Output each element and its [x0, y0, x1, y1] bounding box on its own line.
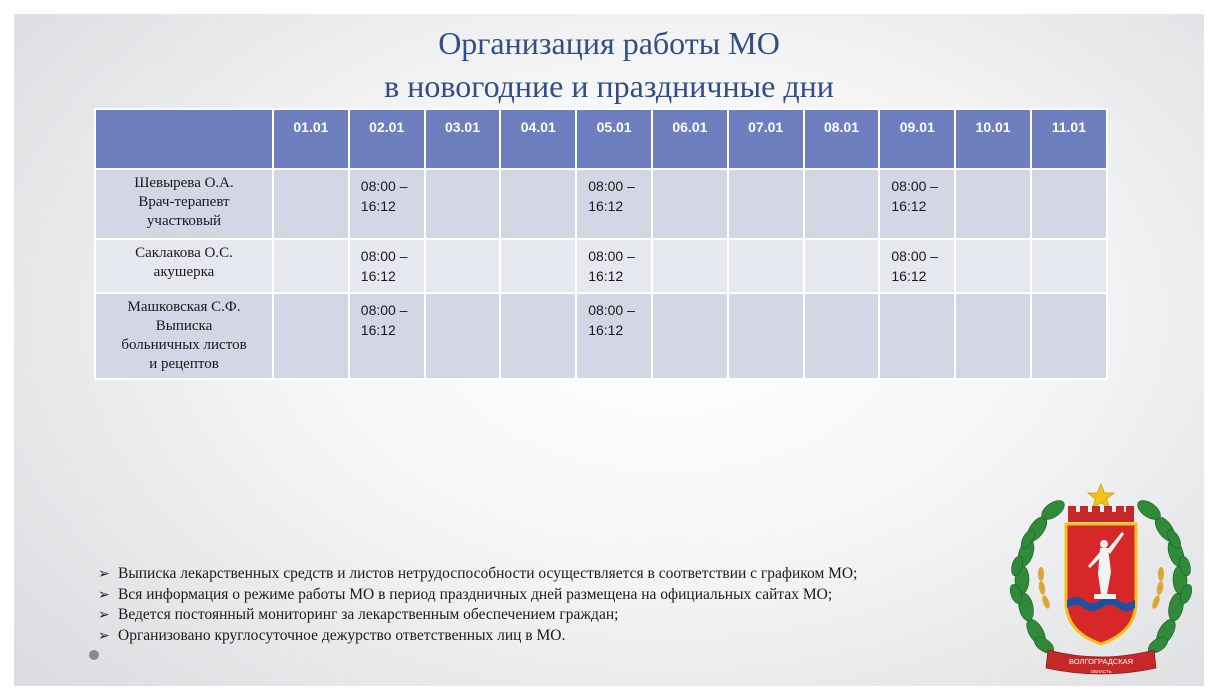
schedule-cell	[955, 239, 1031, 293]
table-row	[95, 169, 1107, 239]
column-header: 02.01	[349, 109, 425, 169]
schedule-cell	[879, 293, 955, 379]
schedule-cell	[1031, 293, 1107, 379]
staff-name-line: и рецептов	[149, 356, 219, 372]
table-header-row	[95, 109, 1107, 169]
schedule-time-line: 16:12	[360, 322, 396, 338]
schedule-cell	[425, 239, 501, 293]
column-header: 09.01	[879, 109, 955, 169]
schedule-cell	[349, 239, 425, 293]
schedule-cell	[652, 169, 728, 239]
volgograd-coat-of-arms-icon	[1006, 482, 1196, 682]
arrow-bullet-icon: ➢	[98, 567, 110, 582]
emblem-ribbon-text: ВОЛГОГРАДСКАЯ	[1069, 657, 1133, 666]
staff-name-cell	[95, 293, 273, 379]
schedule-cell	[273, 293, 349, 379]
schedule-cell	[728, 239, 804, 293]
schedule-time-line: 08:00 –	[360, 302, 408, 318]
table-row	[95, 293, 1107, 379]
schedule-cell	[576, 169, 652, 239]
schedule-time-line: 16:12	[588, 268, 624, 284]
schedule-time-line: 16:12	[360, 198, 396, 214]
schedule-cell	[576, 239, 652, 293]
schedule-time-line: 16:12	[588, 198, 624, 214]
note-text: Вся информация о режиме работы МО в период праздничных дней размещена на официальных сайтах МО;	[118, 585, 833, 603]
staff-name-line: больничных листов	[121, 337, 247, 353]
staff-name-line: Саклакова О.С.	[135, 245, 233, 261]
staff-name-line: Машковская С.Ф.	[127, 299, 241, 315]
schedule-cell	[879, 239, 955, 293]
column-header: 11.01	[1031, 109, 1107, 169]
schedule-cell	[500, 169, 576, 239]
note-item	[98, 564, 998, 585]
staff-name-line: Выписка	[155, 318, 213, 334]
column-header: 08.01	[804, 109, 880, 169]
title-line-1: Организация работы МО	[438, 25, 780, 61]
schedule-table	[94, 108, 1108, 380]
staff-name-cell	[95, 169, 273, 239]
page-title	[14, 22, 1204, 108]
schedule-cell	[652, 293, 728, 379]
schedule-cell	[728, 293, 804, 379]
column-header: 06.01	[652, 109, 728, 169]
schedule-cell	[955, 293, 1031, 379]
note-item	[98, 605, 998, 626]
staff-name-line: Врач-терапевт	[138, 194, 230, 210]
schedule-time-line: 08:00 –	[588, 248, 635, 264]
column-header: 04.01	[500, 109, 576, 169]
staff-name-line: Шевырева О.А.	[134, 175, 234, 191]
slide	[14, 14, 1204, 686]
schedule-cell	[804, 293, 880, 379]
schedule-cell	[500, 239, 576, 293]
schedule-time-line: 16:12	[891, 198, 927, 214]
title-line-2: в новогодние и праздничные дни	[384, 68, 834, 104]
note-item	[98, 585, 998, 606]
schedule-cell	[425, 169, 501, 239]
schedule-cell	[500, 293, 576, 379]
schedule-time-line: 08:00 –	[588, 178, 635, 194]
staff-name-line: участковый	[146, 213, 222, 229]
table-row	[95, 239, 1107, 293]
schedule-cell	[728, 169, 804, 239]
arrow-bullet-icon: ➢	[98, 628, 110, 644]
schedule-time-line: 08:00 –	[891, 248, 939, 264]
schedule-time-line: 16:12	[588, 322, 624, 338]
arrow-bullet-icon: ➢	[98, 608, 110, 623]
schedule-cell	[349, 169, 425, 239]
column-header: 03.01	[425, 109, 501, 169]
note-text: Организовано круглосуточное дежурство ответственных лиц в МО.	[118, 626, 566, 644]
schedule-cell	[576, 293, 652, 379]
column-header: 10.01	[955, 109, 1031, 169]
schedule-cell	[273, 239, 349, 293]
schedule-cell	[1031, 239, 1107, 293]
staff-name-cell	[95, 239, 273, 293]
note-text: Ведется постоянный мониторинг за лекарственным обеспечением граждан;	[118, 606, 619, 623]
schedule-time-line: 16:12	[360, 268, 396, 284]
emblem-ribbon-subtext: ОБЛАСТЬ	[1090, 669, 1112, 674]
arrow-bullet-icon: ➢	[98, 587, 110, 603]
column-header: 05.01	[576, 109, 652, 169]
note-text: Выписка лекарственных средств и листов нетрудоспособности осуществляется в соответствии с графиком МО;	[118, 565, 858, 582]
column-header: 01.01	[273, 109, 349, 169]
slide-dot	[89, 650, 99, 660]
schedule-cell	[652, 239, 728, 293]
column-header: 07.01	[728, 109, 804, 169]
schedule-cell	[425, 293, 501, 379]
schedule-time-line: 08:00 –	[891, 178, 939, 194]
schedule-cell	[879, 169, 955, 239]
schedule-cell	[1031, 169, 1107, 239]
schedule-cell	[955, 169, 1031, 239]
schedule-cell	[273, 169, 349, 239]
staff-name-line: акушерка	[153, 264, 215, 280]
column-header	[95, 109, 273, 169]
note-item	[98, 626, 998, 647]
schedule-cell	[804, 239, 880, 293]
schedule-time-line: 16:12	[891, 268, 927, 284]
schedule-cell	[349, 293, 425, 379]
schedule-time-line: 08:00 –	[360, 178, 408, 194]
schedule-time-line: 08:00 –	[360, 248, 408, 264]
schedule-cell	[804, 169, 880, 239]
schedule-time-line: 08:00 –	[588, 302, 635, 318]
notes-list	[98, 564, 998, 646]
